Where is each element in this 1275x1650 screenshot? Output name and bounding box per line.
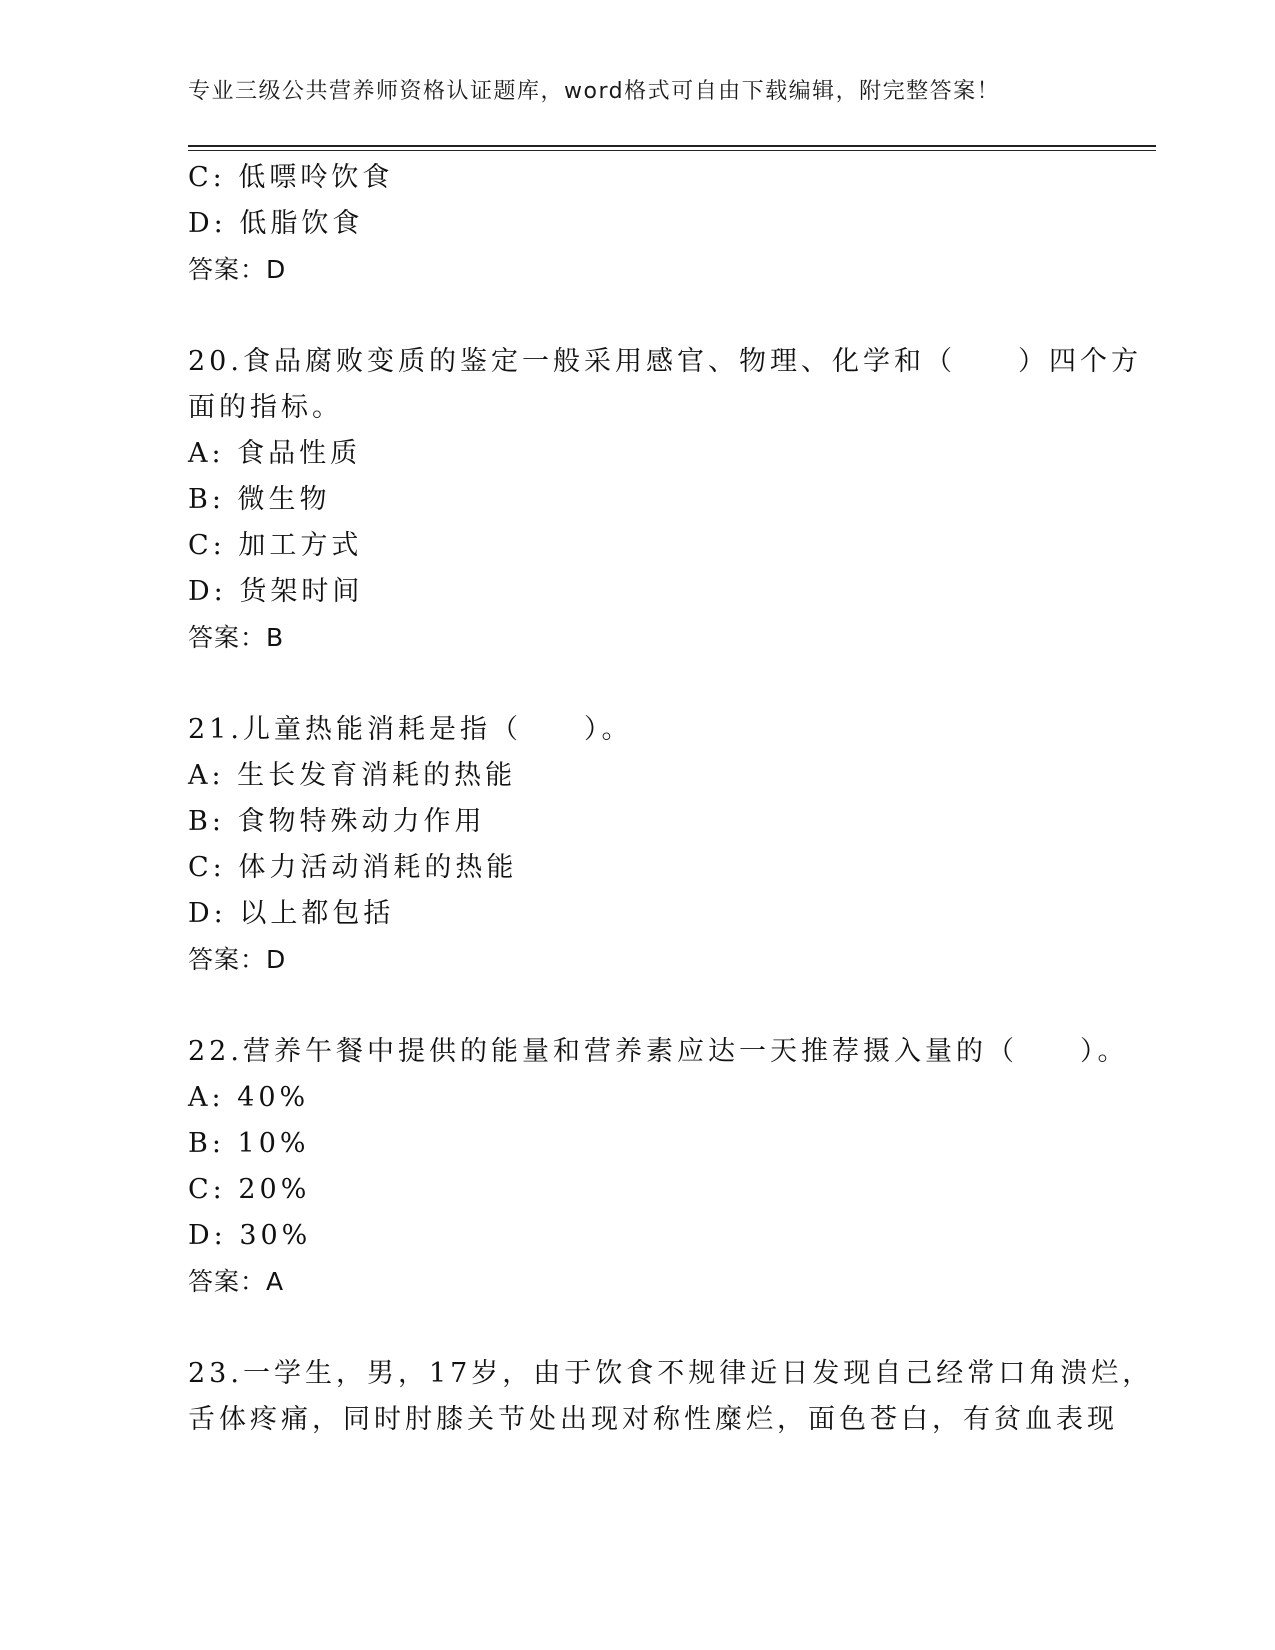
option-line: C: 加工方式 bbox=[188, 530, 363, 561]
option-line: C: 20% bbox=[188, 1174, 311, 1205]
answer-line: 答案：A bbox=[188, 1267, 285, 1296]
spacer bbox=[188, 293, 1088, 339]
option-line: D: 以上都包括 bbox=[188, 898, 395, 929]
spacer bbox=[188, 1305, 1088, 1351]
question-text: 20.食品腐败变质的鉴定一般采用感官、物理、化学和（ ）四个方 bbox=[188, 346, 1142, 377]
spacer bbox=[188, 661, 1088, 707]
answer-line: 答案：B bbox=[188, 623, 285, 652]
option-line: D: 低脂饮食 bbox=[188, 208, 364, 239]
option-line: A: 食品性质 bbox=[188, 438, 362, 469]
option-line: A: 40% bbox=[188, 1082, 310, 1113]
document-body bbox=[188, 155, 1154, 1443]
spacer bbox=[188, 983, 1088, 1029]
answer-line: 答案：D bbox=[188, 945, 287, 974]
question-block bbox=[188, 1029, 1129, 1305]
question-block bbox=[188, 1351, 1154, 1443]
question-block bbox=[188, 707, 1088, 983]
option-line: C: 体力活动消耗的热能 bbox=[188, 852, 518, 883]
option-line: D: 30% bbox=[188, 1220, 312, 1251]
option-line: A: 生长发育消耗的热能 bbox=[188, 760, 517, 791]
option-line: B: 食物特殊动力作用 bbox=[188, 806, 486, 837]
option-line: D: 货架时间 bbox=[188, 576, 364, 607]
option-line: B: 10% bbox=[188, 1128, 310, 1159]
page-header: 专业三级公共营养师资格认证题库，word格式可自由下载编辑，附完整答案！ bbox=[188, 79, 1001, 104]
option-line: C: 低嘌呤饮食 bbox=[188, 162, 394, 193]
answer-line: 答案：D bbox=[188, 255, 287, 284]
question-text: 21.儿童热能消耗是指（ ）。 bbox=[188, 714, 633, 745]
question-text: 22.营养午餐中提供的能量和营养素应达一天推荐摄入量的（ ）。 bbox=[188, 1036, 1129, 1067]
question-block bbox=[188, 339, 1142, 661]
option-line: B: 微生物 bbox=[188, 484, 331, 515]
question-text: 23.一学生，男，17岁，由于饮食不规律近日发现自己经常口角溃烂， bbox=[188, 1358, 1154, 1389]
question-text: 面的指标。 bbox=[188, 392, 343, 423]
question-text: 舌体疼痛，同时肘膝关节处出现对称性糜烂，面色苍白，有贫血表现 bbox=[188, 1404, 1118, 1435]
header-divider bbox=[188, 145, 1156, 151]
